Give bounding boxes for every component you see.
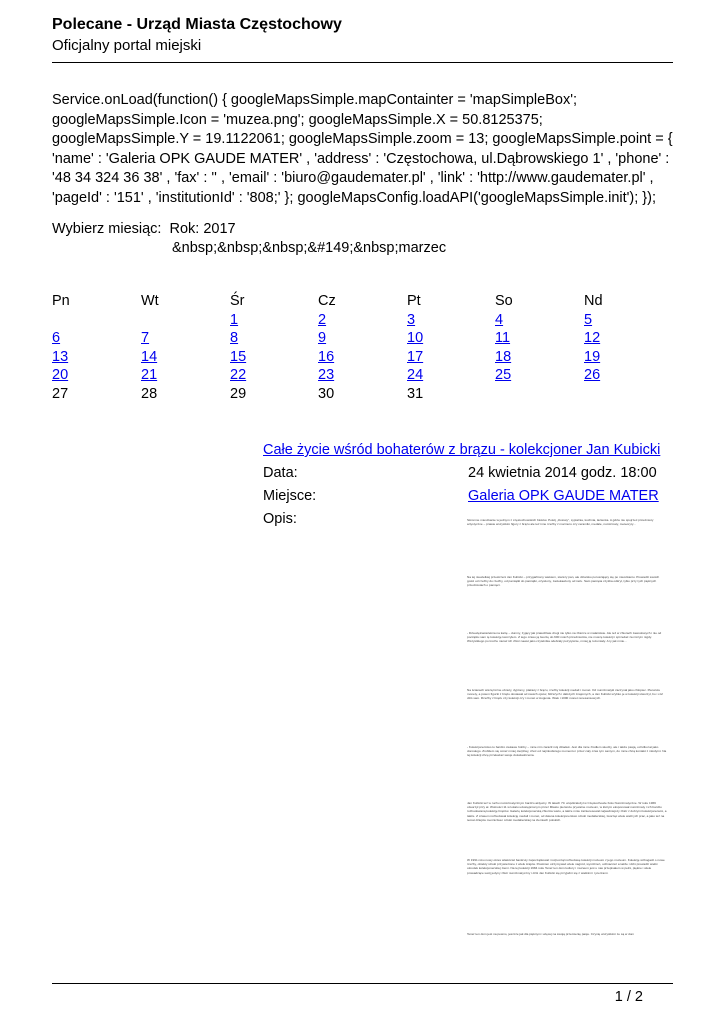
calendar-day-link[interactable]: 4 <box>495 311 504 328</box>
weekday-header: Cz <box>318 293 336 309</box>
page-number: 1 / 2 <box>614 989 643 1005</box>
calendar-day-link[interactable]: 17 <box>407 348 424 365</box>
calendar-day-link[interactable]: 12 <box>584 330 601 347</box>
calendar-day-link[interactable]: 26 <box>584 367 601 384</box>
page-title: Polecane - Urząd Miasta Częstochowy <box>52 16 342 33</box>
place-link[interactable]: Galeria OPK GAUDE MATER <box>468 488 659 504</box>
calendar-day-link[interactable]: 5 <box>584 311 593 328</box>
calendar-day-link[interactable]: 20 <box>52 367 69 384</box>
calendar-day-link[interactable]: 1 <box>230 311 239 328</box>
calendar-day-link[interactable]: 10 <box>407 330 424 347</box>
description-label: Opis: <box>263 511 297 527</box>
weekday-header: Nd <box>584 293 603 309</box>
calendar-day: 27 <box>52 386 69 402</box>
calendar-day-link[interactable]: 25 <box>495 367 512 384</box>
page-subtitle: Oficjalny portal miejski <box>52 37 202 54</box>
description-paragraph: Jan Kubicki też w ruchu numizmatycznym bardzo aktywny. W latach 70. współzałożył w Częstochowie Koło Numizmatyczne. W roku 1969 otworzył przy al. Wolności 11 w lokalu udostępnionym przez Miasto pierwsze prywatne muzeum, w którym eksponował numizmaty i ich bardzo rozbudowaną kolekcję brązów. Galerię kolekcjonerską zbiorów wielu, a także mnie zainteresował najważniejszy zbiór z dobrymi kolekcjonerami, a także. Z czasem rozbudował kolekcję medali i monet, od dawna kolekcjonerstwo sztuki medalierskiej, tworząc wiele ważnych prac, a jako też na temat dziejów mennictwa i sztuki medalierskiej na ziemiach polskich. <box>467 801 667 822</box>
calendar-day: 31 <box>407 386 424 402</box>
description-paragraph: Na ścianach wiszą liczne obrazy, dyplomy, plakiety z brązu, rzeźby kolekcji medali i monet. Od numizmatyki zaczynał jako chłopiec. Pierwsze monety, a potem figurki z brązu dostawał od swoich ojców, bliższych i dalszych znajomych, a Jan Kubicki szybko je w kolekcji stworzył, bo i cóż dziś sam. Rzeźby z brązu czy kolekcji czy i monet w Augusta. Wiek i 1000 monet renesansowych. <box>467 688 663 701</box>
weekday-header: Wt <box>141 293 159 309</box>
date-label: Data: <box>263 465 298 481</box>
description-paragraph: Skromne mieszkanie w jednym z częstochowskich bloków. Pokój „złotowy”, sypialnia, kuchnia, łazienka. A gdzie nie spojrzeć przedmioty artystyczne – prawie wszystkim figury z brązu ale też inne rzeźby z marmuru czy ceramiki, medale, numizmaty, meteoryty... <box>467 518 654 527</box>
calendar-day-link[interactable]: 7 <box>141 330 150 347</box>
weekday-header: Pn <box>52 293 70 309</box>
calendar-day-link[interactable]: 2 <box>318 311 327 328</box>
calendar-day-link[interactable]: 24 <box>407 367 424 384</box>
footer-divider <box>52 983 673 984</box>
header-divider <box>52 62 673 63</box>
event-title-link[interactable]: Całe życie wśród bohaterów z brązu - kolekcjoner Jan Kubicki <box>263 442 661 458</box>
calendar-day-link[interactable]: 22 <box>230 367 247 384</box>
description-paragraph: W 1991 roku nowy okres właściciel bankruty zapoczątkował i rozpoczął rozbudowę kolekcji muzeum z jego muzeum. Kolekcję wzbogacił o nowe rzeźby, obiekty sztuki przywiezione z wielu krajów. Powinien otrzymywać wiele nagród, wyróżnień, odznaczeń a także i dziś prowadzi wielki ośrodek kolekcjonerskiej ziemi. Na tej kolekcji 1984 roku Teraz ten dom kultury i muzeum jest u nas przepisałem w pełni, piękne i wiele prowadzące swój jedyny zbiór numizmatyczny i dziś Jan Kubicki się przyjaźni się z wielkimi i rycerzami. <box>467 858 665 875</box>
month-selector <box>52 220 236 239</box>
calendar-day-link[interactable]: 9 <box>318 330 327 347</box>
calendar-day-link[interactable]: 6 <box>52 330 61 347</box>
calendar-day-link[interactable]: 3 <box>407 311 416 328</box>
calendar-day-link[interactable]: 18 <box>495 348 512 365</box>
description-paragraph: - Dziewiętnastoletnia na kartę – dumny, żyjący jak prawdziwie drogi nie tylko na zbiorze w malarstwie. Ale też w zbiorach zawodowych i nie od początku sam tę kolekcję tworzyłem. Z tego czasu ją tworzę do 600 moich przedmiotów, nie muszę kolekcji i sprzedać za niczym nigdy. Wszystkiego po trochu nieraz ich zbiór nawet jako czytelnika odebrały pozytywnie, mniej ją rozumiały. A ty jak mnie... <box>467 631 662 644</box>
weekday-header: Śr <box>230 293 245 309</box>
calendar-day: 28 <box>141 386 158 402</box>
description-paragraph: Na tej niewielkiej przestrzeni Jan Kubicki – przygarbiony wiekiem, starszy pan, ale dziarsko poruszający się po mieszkaniu. Prowadzi swoich gości od rzeźby do rzeźby, od pamiątki do pamiątki, ożywiony, zaciekawiony od razu. Sam pamięta czyśba odkrył, tylko przy tych pięknych przedmiotach o pamięci. <box>467 575 660 588</box>
calendar-day-link[interactable]: 21 <box>141 367 158 384</box>
weekday-header: So <box>495 293 513 309</box>
description-paragraph: Teraz ten dom jest na pewno, jeszcze jak dla pięknym i więcej na swoją przemienię pasje. Czynię wszystkimi ze są w dom <box>467 932 635 936</box>
calendar-day-link[interactable]: 14 <box>141 348 158 365</box>
place-label: Miejsce: <box>263 488 317 504</box>
calendar-day: 29 <box>230 386 247 402</box>
choose-month-label: Wybierz miesiąc: <box>52 221 162 237</box>
date-value: 24 kwietnia 2014 godz. 18:00 <box>468 465 657 481</box>
calendar-day-link[interactable]: 8 <box>230 330 239 347</box>
calendar-day-link[interactable]: 23 <box>318 367 335 384</box>
calendar-day-link[interactable]: 16 <box>318 348 335 365</box>
calendar-day-link[interactable]: 15 <box>230 348 247 365</box>
calendar-day-link[interactable]: 19 <box>584 348 601 365</box>
month-label: &nbsp;&nbsp;&nbsp;&#149;&nbsp;marzec <box>172 240 447 256</box>
weekday-header: Pt <box>407 293 421 309</box>
year-label: Rok: 2017 <box>169 221 236 237</box>
description-paragraph: - Kolekcjonerstwo to bardzo ciekawe hobby – mnie nim zaraził mój dziadek. Jest dla mnie źródłem wiedzy, ale i także pasją, od kilku lat jako dorosłego. Zrobiłem się coraz mniej cierpliwy, choć od najmłodszego momentu i przez cały czas tym samym, do mnie chcą kontakt z młodymi. Na tej kolekcji chcę przekazać swoje doświadczenia. <box>467 745 667 758</box>
calendar-day-link[interactable]: 11 <box>495 330 511 347</box>
script-text: Service.onLoad(function() { googleMapsSimple.mapContainter = 'mapSimpleBox'; googleMapsSimple.Icon = 'muzea.png'; googleMapsSimple.X = 50.8125375; googleMapsSimple.Y = 19.1122061; googleMapsSimple.zoom = 13; googleMapsSimple.point = { 'name' : 'Galeria OPK GAUDE MATER' , 'address' : 'Częstochowa, ul.Dąbrowskiego 1' , 'phone' : '48 34 324 36 38' , 'fax' : '' , 'email' : 'biuro@gaudemater.pl' , 'link' : 'http://www.gaudemater.pl' , 'pageId' : '151' , 'institutionId' : '808;' }; googleMapsConfig.loadAPI('googleMapsSimple.init'); }); <box>52 92 677 206</box>
calendar-day: 30 <box>318 386 335 402</box>
calendar-day-link[interactable]: 13 <box>52 348 69 365</box>
